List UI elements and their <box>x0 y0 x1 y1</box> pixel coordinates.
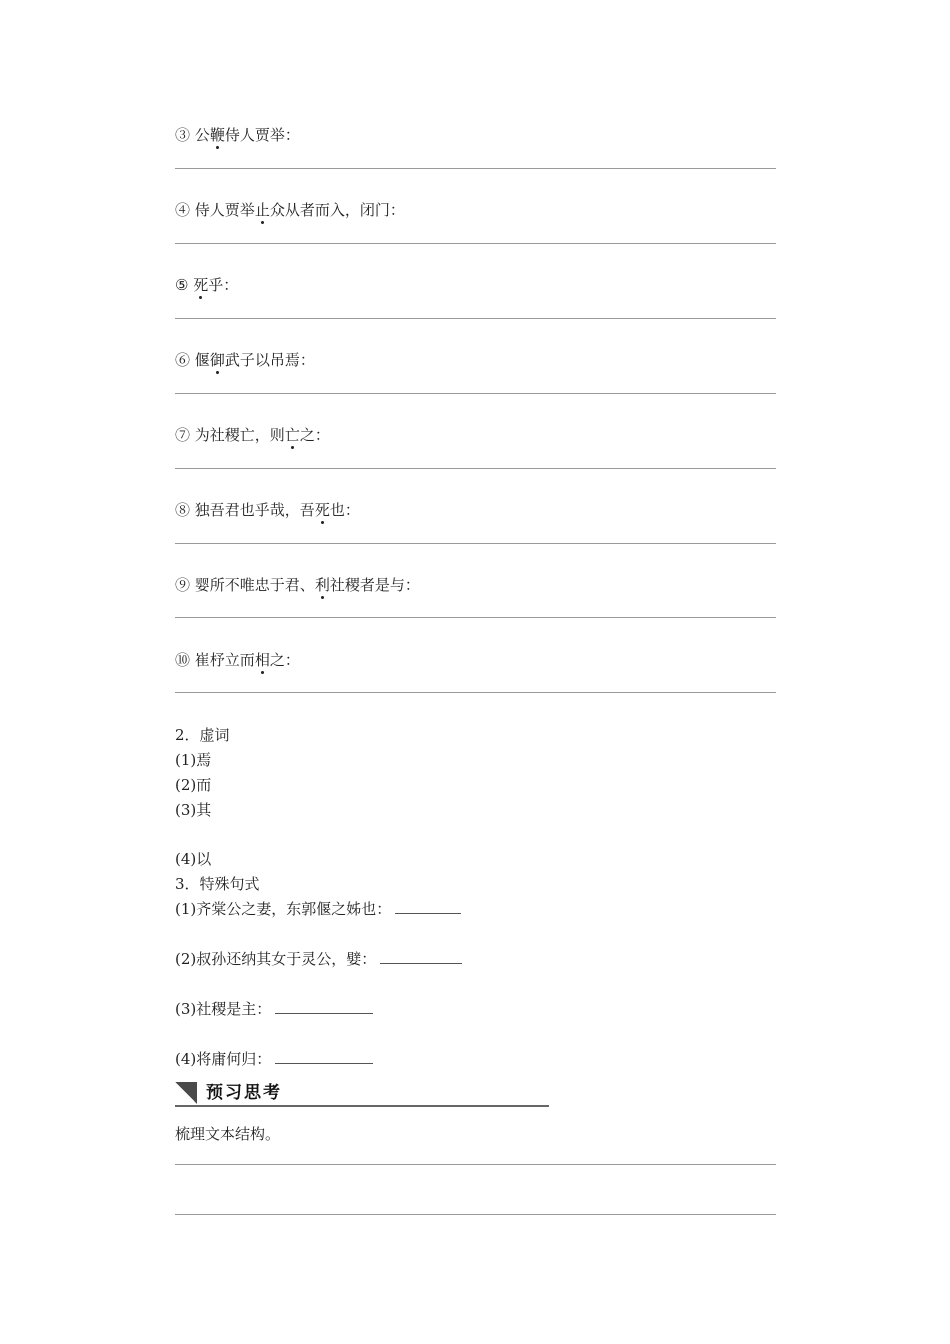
sentence-text: (3)社稷是主： <box>175 1000 272 1018</box>
banner-triangle-icon <box>175 1082 197 1104</box>
item-text-before: 为社稷亡，则 <box>194 426 285 444</box>
emphasized-character: 死 <box>193 276 209 294</box>
item-text-after: 也： <box>329 501 360 519</box>
answer-blank[interactable] <box>275 999 373 1014</box>
banner-underline <box>175 1105 549 1107</box>
answer-line[interactable] <box>175 468 776 469</box>
answer-blank[interactable] <box>380 949 462 964</box>
section-banner-title: 预习思考 <box>206 1083 282 1103</box>
item-number: ⑤ <box>175 276 189 294</box>
section-heading-sentence-patterns: 3．特殊句式 <box>175 875 260 893</box>
vocab-item <box>175 350 315 370</box>
item-number: ⑨ <box>175 576 191 594</box>
vocab-item <box>175 575 420 595</box>
item-number: ③ <box>175 126 191 144</box>
vocab-item <box>175 650 300 670</box>
item-text-before: 公 <box>194 126 210 144</box>
emphasized-character: 御 <box>209 351 225 369</box>
item-text-before: 偃 <box>194 351 210 369</box>
function-word-item: (4)以 <box>175 850 212 868</box>
item-text-after: 侍人贾举： <box>224 126 300 144</box>
function-word-item: (1)焉 <box>175 751 212 769</box>
item-number: ⑩ <box>175 651 191 669</box>
item-text-after: 众从者而入，闭门： <box>269 201 405 219</box>
item-text-after: 武子以吊焉： <box>224 351 315 369</box>
sentence-text: (2)叔孙还纳其女于灵公，嬖： <box>175 950 377 968</box>
emphasized-character: 鞭 <box>209 126 225 144</box>
item-text-after: 之： <box>269 651 300 669</box>
sentence-pattern-item <box>175 899 461 919</box>
answer-line[interactable] <box>175 692 776 693</box>
item-number: ⑧ <box>175 501 191 519</box>
item-text-after: 乎： <box>208 276 239 294</box>
vocab-item <box>175 125 300 145</box>
answer-line[interactable] <box>175 318 776 319</box>
emphasized-character: 死 <box>314 501 330 519</box>
answer-line[interactable] <box>175 617 776 618</box>
sentence-text: (4)将庸何归： <box>175 1050 272 1068</box>
sentence-pattern-item <box>175 999 373 1019</box>
sentence-pattern-item <box>175 949 462 969</box>
answer-line[interactable] <box>175 1214 776 1215</box>
vocab-item <box>175 500 360 520</box>
function-word-item: (3)其 <box>175 801 212 819</box>
vocab-item <box>175 425 330 445</box>
vocab-item <box>175 200 405 220</box>
item-text-before: 崔杼立而 <box>194 651 255 669</box>
answer-line[interactable] <box>175 543 776 544</box>
item-text-before: 侍人贾举 <box>194 201 255 219</box>
item-number: ⑦ <box>175 426 191 444</box>
sentence-pattern-item <box>175 1049 373 1069</box>
function-word-item: (2)而 <box>175 776 212 794</box>
item-text-before: 婴所不唯忠于君、 <box>194 576 315 594</box>
emphasized-character: 止 <box>254 201 270 219</box>
item-text-after: 社稷者是与： <box>329 576 420 594</box>
answer-blank[interactable] <box>395 899 461 914</box>
section-heading-function-words: 2．虚词 <box>175 726 230 744</box>
item-number: ④ <box>175 201 191 219</box>
vocab-item <box>175 275 238 295</box>
answer-line[interactable] <box>175 168 776 169</box>
item-text-after: 之： <box>299 426 330 444</box>
answer-line[interactable] <box>175 243 776 244</box>
emphasized-character: 亡 <box>284 426 300 444</box>
sentence-text: (1)齐棠公之妻，东郭偃之姊也： <box>175 900 392 918</box>
answer-line[interactable] <box>175 393 776 394</box>
item-text-before: 独吾君也乎哉，吾 <box>194 501 315 519</box>
item-number: ⑥ <box>175 351 191 369</box>
answer-line[interactable] <box>175 1164 776 1165</box>
answer-blank[interactable] <box>275 1049 373 1064</box>
emphasized-character: 利 <box>314 576 330 594</box>
emphasized-character: 相 <box>254 651 270 669</box>
preview-prompt: 梳理文本结构。 <box>175 1125 281 1143</box>
